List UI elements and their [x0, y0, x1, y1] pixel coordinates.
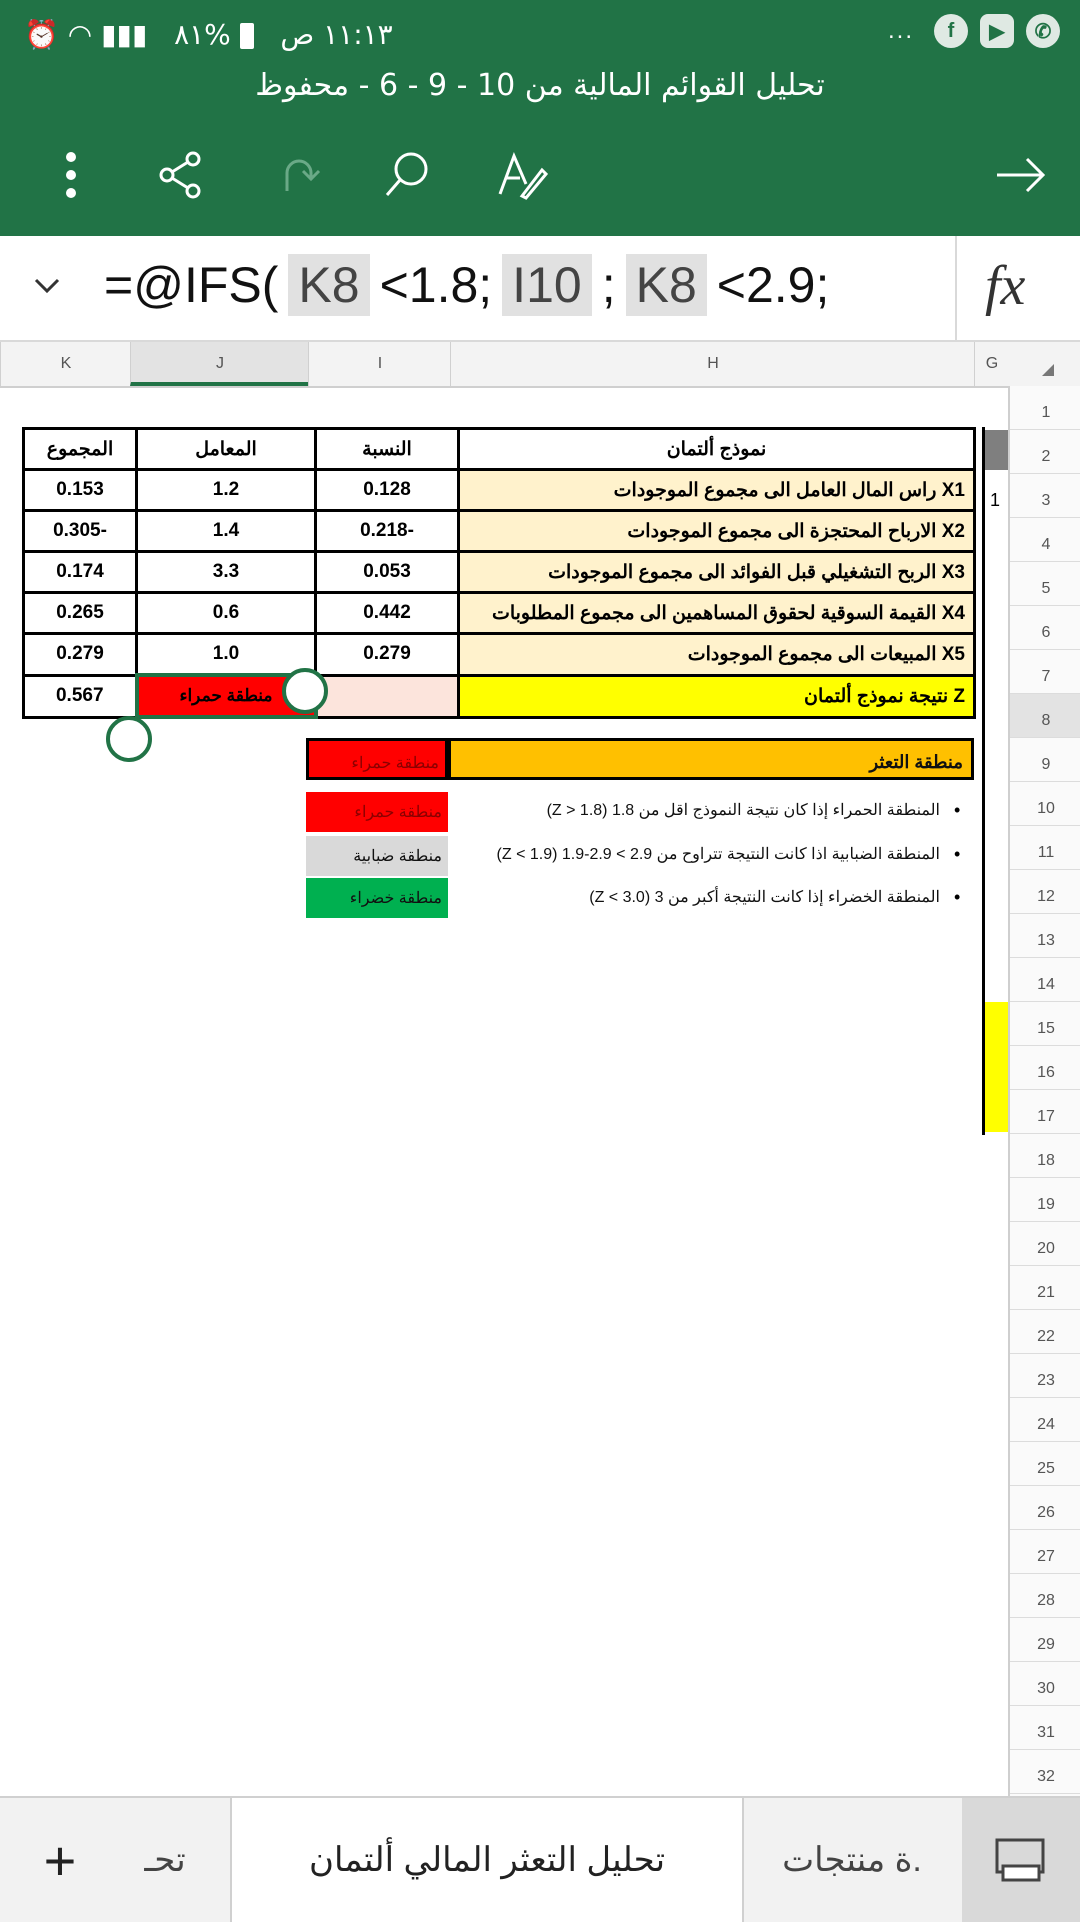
- toolbar: [0, 140, 1080, 210]
- search-icon[interactable]: [372, 140, 442, 210]
- select-all-corner[interactable]: [1008, 342, 1080, 386]
- time-text: ١١:١٣ ص: [280, 18, 393, 51]
- table-row: [24, 511, 975, 552]
- formula-ref-k8-second: K8: [626, 254, 707, 316]
- g-yellow-cell[interactable]: [985, 1002, 1008, 1132]
- distress-label-cell[interactable]: منطقة التعثر: [448, 738, 974, 780]
- share-icon[interactable]: [146, 140, 216, 210]
- row-header-3[interactable]: 3: [1010, 474, 1080, 518]
- header-ratio[interactable]: النسبة: [316, 429, 459, 470]
- column-header-h[interactable]: H: [450, 342, 975, 386]
- alarm-icon: ⏰: [24, 18, 59, 51]
- edit-text-icon[interactable]: [486, 140, 556, 210]
- row-header-31[interactable]: 31: [1010, 1706, 1080, 1750]
- more-options-icon[interactable]: [36, 140, 106, 210]
- z-total-cell[interactable]: 0.567: [24, 675, 137, 717]
- legend-zone-green[interactable]: منطقة خضراء: [306, 878, 448, 918]
- legend-zone-grey[interactable]: منطقة ضبابية: [306, 836, 448, 876]
- row-header-10[interactable]: 10: [1010, 782, 1080, 826]
- model-label-cell[interactable]: X5 المبيعات الى مجموع الموجودات: [459, 634, 975, 676]
- row-header-7[interactable]: 7: [1010, 650, 1080, 694]
- distress-result-cell[interactable]: منطقة حمراء: [306, 738, 448, 780]
- total-cell[interactable]: 0.279: [24, 634, 137, 676]
- status-bar: [0, 12, 1080, 52]
- sheet-list-icon[interactable]: [962, 1798, 1080, 1922]
- wifi-icon: ◠: [67, 18, 93, 51]
- ratio-cell[interactable]: 0.279: [316, 634, 459, 676]
- row-header-4[interactable]: 4: [1010, 518, 1080, 562]
- facebook-icon: f: [934, 14, 968, 48]
- status-right: [888, 14, 1060, 48]
- total-cell[interactable]: 0.174: [24, 552, 137, 593]
- tab-partial-right[interactable]: .ة منتجات: [782, 1841, 922, 1879]
- row-header-12[interactable]: 12: [1010, 870, 1080, 914]
- z-label-cell[interactable]: Z نتيجة نموذج ألتمان: [459, 675, 975, 717]
- ratio-cell[interactable]: 0.128: [316, 470, 459, 511]
- row-header-5[interactable]: 5: [1010, 562, 1080, 606]
- formula-ref-i10: I10: [502, 254, 592, 316]
- header-coefficient[interactable]: المعامل: [137, 429, 316, 470]
- row-header-17[interactable]: 17: [1010, 1090, 1080, 1134]
- battery-icon: [240, 23, 254, 49]
- legend-text-green: المنطقة الخضراء إذا كانت النتيجة أكبر من 3 (Z < 3.0): [589, 889, 940, 906]
- row-header-24[interactable]: 24: [1010, 1398, 1080, 1442]
- formula-prefix: =@IFS(: [104, 257, 279, 313]
- row-header-25[interactable]: 25: [1010, 1442, 1080, 1486]
- add-sheet-button[interactable]: +: [43, 1828, 77, 1892]
- model-label-cell[interactable]: X1 راس المال العامل الى مجموع الموجودات: [459, 470, 975, 511]
- row-header-13[interactable]: 13: [1010, 914, 1080, 958]
- g-value-cell[interactable]: 1: [990, 490, 1001, 510]
- column-header-j[interactable]: J: [130, 342, 309, 386]
- formula-separator: ;: [601, 257, 616, 313]
- table-row: [24, 470, 975, 511]
- row-header-28[interactable]: 28: [1010, 1574, 1080, 1618]
- altman-table: [22, 427, 976, 719]
- tab-partial-left[interactable]: تحـ: [144, 1841, 186, 1879]
- document-title: تحليل القوائم المالية من 10 - 9 - 6 - محفوظ: [255, 68, 825, 103]
- row-header-21[interactable]: 21: [1010, 1266, 1080, 1310]
- coefficient-cell[interactable]: 1.0: [137, 634, 316, 676]
- column-headers: [0, 342, 1080, 388]
- model-label-cell[interactable]: X2 الارباح المحتجزة الى مجموع الموجودات: [459, 511, 975, 552]
- coefficient-cell[interactable]: 0.6: [137, 593, 316, 634]
- row-header-8[interactable]: 8: [1010, 694, 1080, 738]
- row-header-23[interactable]: 23: [1010, 1354, 1080, 1398]
- row-header-26[interactable]: 26: [1010, 1486, 1080, 1530]
- legend-zone-red[interactable]: منطقة حمراء: [306, 792, 448, 832]
- signal-icon: ▮▮▮: [101, 18, 148, 51]
- total-cell[interactable]: 0.153: [24, 470, 137, 511]
- model-label-cell[interactable]: X4 القيمة السوقية لحقوق المساهمين الى مجموع المطلوبات: [459, 593, 975, 634]
- total-cell[interactable]: 0.305-: [24, 511, 137, 552]
- row-header-32[interactable]: 32: [1010, 1750, 1080, 1794]
- row-header-14[interactable]: 14: [1010, 958, 1080, 1002]
- table-row: [24, 634, 975, 676]
- total-cell[interactable]: 0.265: [24, 593, 137, 634]
- bullet-icon: •: [954, 844, 961, 864]
- formula-text[interactable]: [104, 254, 829, 316]
- formula-divider: [955, 236, 957, 340]
- app-header: [0, 0, 1080, 236]
- z-score-row: [24, 675, 975, 717]
- table-header-row: [24, 429, 975, 470]
- ratio-cell[interactable]: 0.442: [316, 593, 459, 634]
- row-header-2[interactable]: 2: [1010, 430, 1080, 474]
- status-left: [24, 18, 393, 51]
- row-header-9[interactable]: 9: [1010, 738, 1080, 782]
- table-row: [24, 552, 975, 593]
- row-header-15[interactable]: 15: [1010, 1002, 1080, 1046]
- bullet-icon: •: [954, 887, 961, 907]
- row-header-20[interactable]: 20: [1010, 1222, 1080, 1266]
- youtube-icon: ▶: [980, 14, 1014, 48]
- row-header-22[interactable]: 22: [1010, 1310, 1080, 1354]
- row-header-19[interactable]: 19: [1010, 1178, 1080, 1222]
- selection-handle-top[interactable]: [282, 668, 328, 714]
- header-total[interactable]: المجموع: [24, 429, 137, 470]
- redo-icon[interactable]: [262, 140, 332, 210]
- row-header-30[interactable]: 30: [1010, 1662, 1080, 1706]
- row-header-29[interactable]: 29: [1010, 1618, 1080, 1662]
- formula-op1: <1.8;: [379, 257, 493, 313]
- legend-text-red: المنطقة الحمراء إذا كان نتيجة النموذج اقل من 1.8 (Z > 1.8): [546, 802, 940, 819]
- forward-arrow-icon[interactable]: [986, 140, 1056, 210]
- column-header-g[interactable]: G: [974, 342, 1009, 386]
- legend-text-grey: المنطقة الضبابية اذا كانت النتيجة تتراوح من 2.9 > 2.9-1.9 (Z < 1.9): [496, 846, 940, 863]
- model-label-cell[interactable]: X3 الربح التشغيلي قبل الفوائد الى مجموع الموجودات: [459, 552, 975, 593]
- row-header-11[interactable]: 11: [1010, 826, 1080, 870]
- formula-ref-k8: K8: [288, 254, 369, 316]
- coefficient-cell[interactable]: 3.3: [137, 552, 316, 593]
- coefficient-cell[interactable]: 1.4: [137, 511, 316, 552]
- table-row: [24, 593, 975, 634]
- row-headers: [1008, 386, 1080, 1796]
- phone-icon: ✆: [1026, 14, 1060, 48]
- sheet-tabs-bar: [0, 1796, 1080, 1922]
- column-header-i[interactable]: I: [308, 342, 451, 386]
- row-header-27[interactable]: 27: [1010, 1530, 1080, 1574]
- tab-altman-active[interactable]: تحليل التعثر المالي ألتمان: [230, 1798, 744, 1922]
- column-header-k[interactable]: K: [0, 342, 131, 386]
- z-ratio-empty-cell[interactable]: [316, 675, 459, 717]
- formula-op2: <2.9;: [716, 257, 830, 313]
- more-dots-icon: ...: [887, 17, 914, 44]
- ratio-cell[interactable]: 0.053: [316, 552, 459, 593]
- g-header-cell[interactable]: [985, 430, 1008, 470]
- selection-handle-bottom[interactable]: [106, 716, 152, 762]
- header-model[interactable]: نموذج ألتمان: [459, 429, 975, 470]
- coefficient-cell[interactable]: 1.2: [137, 470, 316, 511]
- row-header-16[interactable]: 16: [1010, 1046, 1080, 1090]
- fx-icon[interactable]: fx: [985, 255, 1026, 317]
- chevron-down-icon[interactable]: [34, 270, 60, 301]
- row-header-1[interactable]: 1: [1010, 386, 1080, 430]
- ratio-cell[interactable]: 0.218-: [316, 511, 459, 552]
- z-zone-cell-selected[interactable]: منطقة حمراء: [137, 675, 316, 717]
- row-header-18[interactable]: 18: [1010, 1134, 1080, 1178]
- bullet-icon: •: [954, 800, 961, 820]
- battery-text: %٨١: [174, 18, 231, 51]
- formula-bar[interactable]: [0, 236, 1080, 342]
- row-header-6[interactable]: 6: [1010, 606, 1080, 650]
